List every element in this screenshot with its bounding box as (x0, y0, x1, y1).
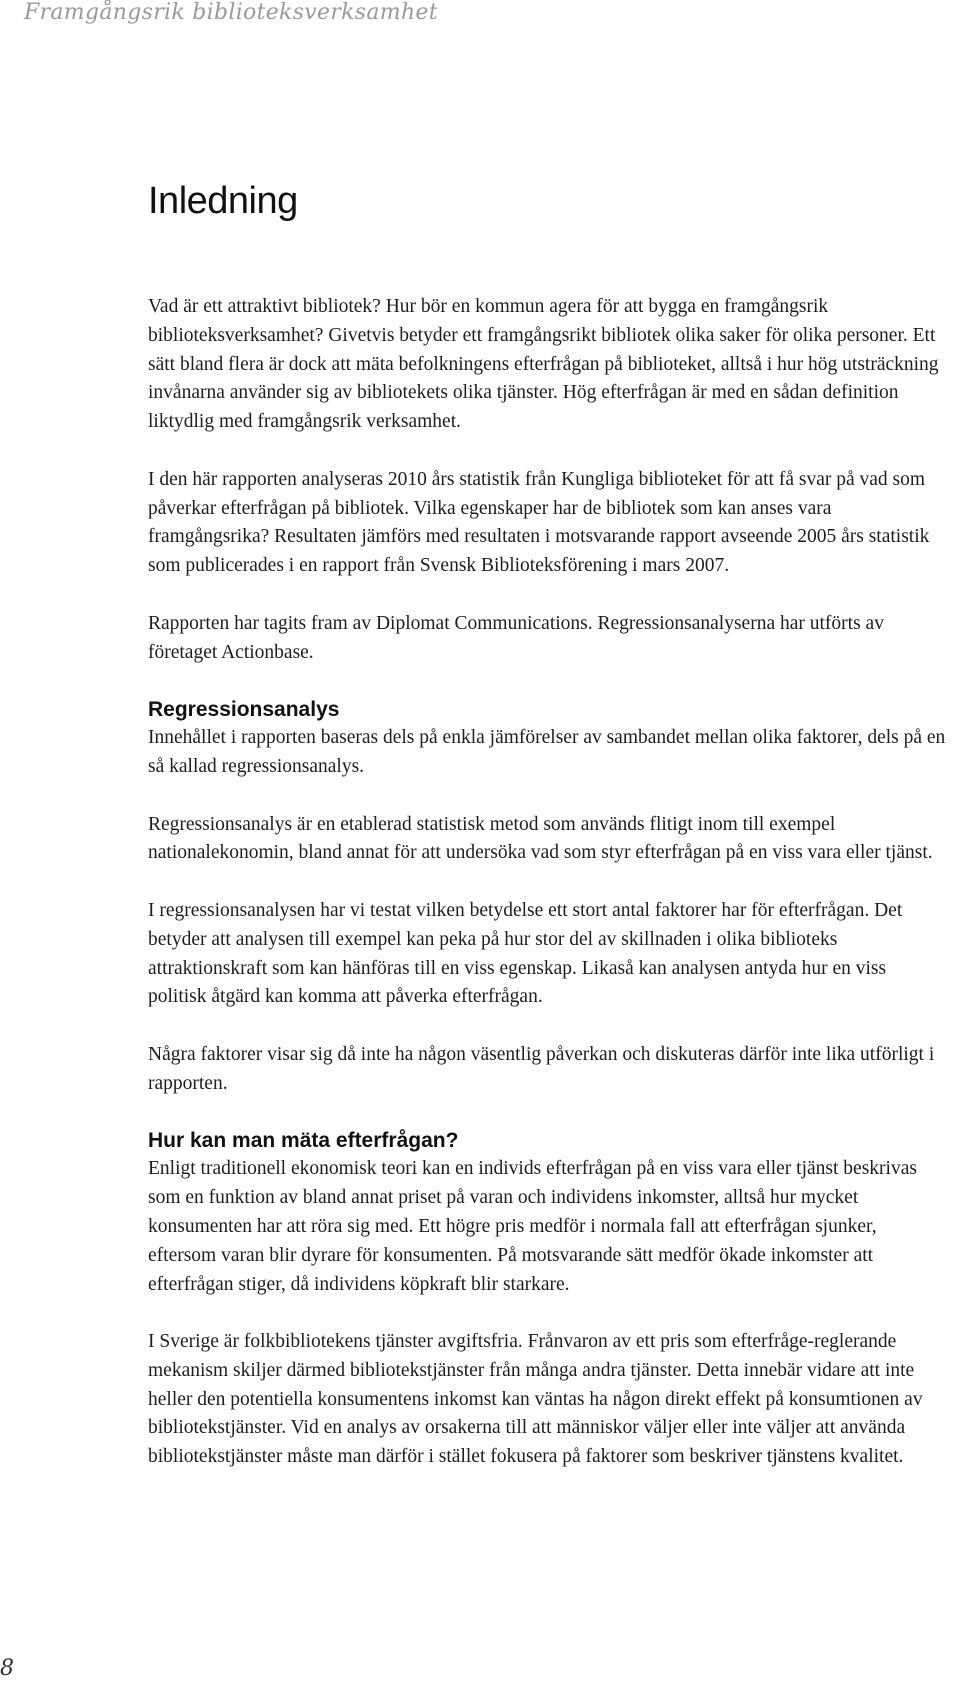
regression-paragraph-3: I regressionsanalysen har vi testat vilken betydelse ett stort antal faktorer har för efterfrågan. Det betyder att analysen till exempel kan peka på hur stor del av skillnaden i olika biblioteks attraktionskraft som kan hänföras till en viss egenskap. Likaså kan analysen antyda hur en viss politisk åtgärd kan komma att påverka efterfrågan. (148, 899, 903, 1008)
regression-paragraph-4: Några faktorer visar sig då inte ha någon väsentlig påverkan och diskuteras därför inte lika utförligt i rapporten. (148, 1043, 935, 1094)
page-number: 8 (0, 1656, 14, 1681)
section-heading-regression: Regressionsanalys (148, 698, 340, 722)
intro-paragraph-3: Rapporten har tagits fram av Diplomat Communications. Regressionsanalyserna har utförts av företaget Actionbase. (148, 612, 884, 663)
intro-paragraph-1: Vad är ett attraktivt bibliotek? Hur bör en kommun agera för att bygga en framgångsrik biblioteksverksamhet? Givetvis betyder ett framgångsrikt bibliotek olika saker för olika personer. Ett sätt bland flera är dock att mäta befolkningens efterfrågan på biblioteket, alltså i hur hög utsträckning invånarna använder sig av bibliotekets olika tjänster. Hög efterfrågan är med en sådan definition liktydlig med framgångsrik verksamhet. (148, 296, 939, 433)
main-content (148, 180, 948, 1501)
regression-paragraph-1: Innehållet i rapporten baseras dels på enkla jämförelser av sambandet mellan olika faktorer, dels på en så kallad regressionsanalys. (148, 727, 946, 777)
demand-paragraph-2: I Sverige är folkbibliotekens tjänster avgiftsfria. Frånvaron av ett pris som efterfråge-reglerande mekanism skiljer därmed bibliotekstjänster från många andra tjänster. Detta innebär vidare att inte heller den potentiella konsumentens inkomst kan väntas ha någon direkt effekt på konsumtionen av bibliotekstjänster. Vid en analys av orsakerna till att människor väljer eller inte väljer att använda bibliotekstjänster måste man därför i stället fokusera på faktorer som beskriver tjänstens kvalitet. (148, 1331, 923, 1468)
page-title: Inledning (148, 180, 298, 222)
regression-paragraph-2: Regressionsanalys är en etablerad statistisk metod som används flitigt inom till exempel nationalekonomin, bland annat för att undersöka vad som styr efterfrågan på en viss vara eller tjänst. (148, 813, 933, 864)
section-heading-demand: Hur kan man mäta efterfrågan? (148, 1129, 459, 1153)
running-header: Framgångsrik biblioteksverksamhet (24, 0, 438, 25)
intro-paragraph-2: I den här rapporten analyseras 2010 års statistik från Kungliga biblioteket för att få svar på vad som påverkar efterfrågan på bibliotek. Vilka egenskaper har de bibliotek som kan anses vara framgångsrika? Resultaten jämförs med resultaten i motsvarande rapport avseende 2005 års statistik som publicerades i en rapport från Svensk Biblioteksförening i mars 2007. (148, 468, 930, 577)
demand-paragraph-1: Enligt traditionell ekonomisk teori kan en individs efterfrågan på en viss vara eller tjänst beskrivas som en funktion av bland annat priset på varan och individens inkomster, alltså hur mycket konsumenten har att röra sig med. Ett högre pris medför i normala fall att efterfrågan sjunker, eftersom varan blir dyrare för konsumenten. På motsvarande sätt medför ökade inkomster att efterfrågan stiger, då individens köpkraft blir starkare. (148, 1158, 917, 1295)
